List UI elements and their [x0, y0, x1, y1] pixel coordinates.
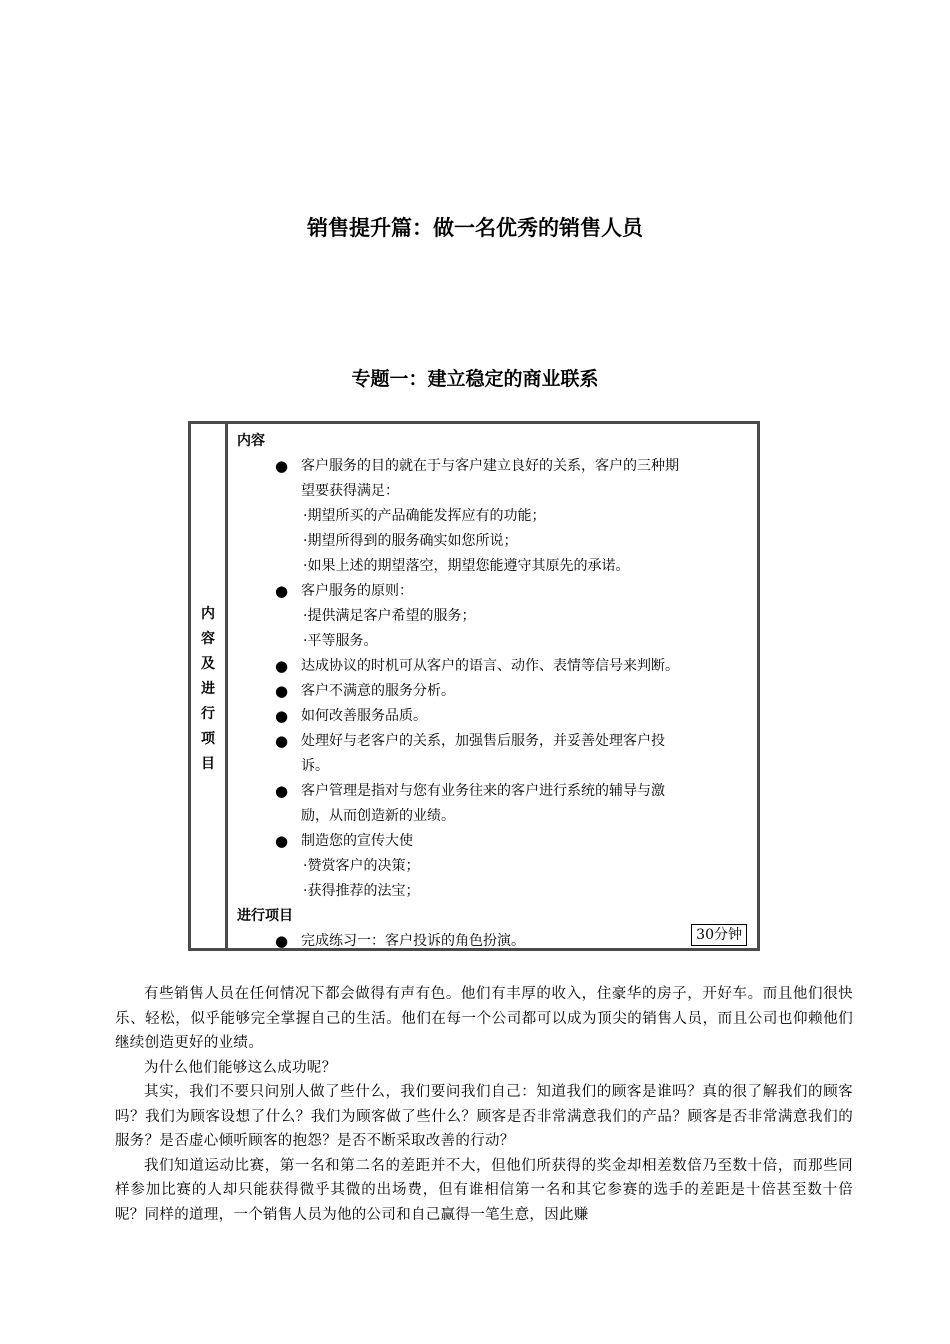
bullet-line: 客户不满意的服务分析。	[301, 683, 455, 699]
side-label-char: 目	[201, 756, 215, 772]
bullet-icon: ●	[275, 932, 289, 950]
project-item-text: 完成练习一：客户投诉的角色扮演。	[301, 933, 525, 949]
side-label-char: 项	[201, 731, 215, 747]
bullet-line: 诉。	[301, 758, 329, 774]
bullet-item	[237, 829, 757, 854]
bullet-line: 望要获得满足：	[301, 483, 399, 499]
paragraph: 为什么他们能够这么成功呢？	[144, 1059, 337, 1076]
section-title: 专题一：建立稳定的商业联系	[351, 368, 599, 390]
sub-item: ·期望所买的产品确能发挥应有的功能；	[303, 508, 546, 524]
side-label-char: 及	[201, 656, 215, 672]
bullet-icon: ●	[275, 832, 289, 850]
content-heading: 内容	[237, 433, 265, 449]
side-label-char: 行	[201, 706, 215, 722]
sub-item: ·赞赏客户的决策；	[303, 858, 420, 874]
project-heading: 进行项目	[237, 908, 293, 924]
bullet-icon: ●	[275, 582, 289, 600]
bullet-icon: ●	[275, 707, 289, 725]
bullet-item	[237, 729, 757, 779]
project-item	[237, 929, 757, 954]
bullet-item	[237, 679, 757, 704]
paragraph: 其实，我们不要只问别人做了些什么，我们要问我们自己：知道我们的顾客是谁吗？真的很了解我们的顾客吗？我们为顾客设想了什么？我们为顾客做了些什么？顾客是否非常满意我们的产品？顾客是否非常满意我们的服务？是否虚心倾听顾客的抱怨？是否不断采取改善的行动？	[115, 1084, 853, 1149]
bullet-line: 励，从而创造新的业绩。	[301, 808, 455, 824]
bullet-item	[237, 454, 757, 504]
side-label-char: 容	[201, 631, 215, 647]
bullet-line: 处理好与老客户的关系，加强售后服务，并妥善处理客户投	[301, 733, 665, 749]
topic-outline-box	[188, 421, 760, 951]
side-label-char: 进	[201, 681, 215, 697]
bullet-item	[237, 779, 757, 829]
sub-item: ·提供满足客户希望的服务；	[303, 608, 476, 624]
bullet-line: 客户服务的目的就在于与客户建立良好的关系，客户的三种期	[301, 458, 679, 474]
side-label-char: 内	[201, 606, 215, 622]
paragraph: 我们知道运动比赛，第一名和第二名的差距并不大，但他们所获得的奖金却相差数倍乃至数十倍，而那些同样参加比赛的人却只能获得微乎其微的出场费，但有谁相信第一名和其它参赛的选手的差距是十倍甚至数十倍呢？同样的道理，一个销售人员为他的公司和自己赢得一笔生意，因此赚	[115, 1157, 853, 1223]
bullet-icon: ●	[275, 657, 289, 675]
paragraph: 有些销售人员在任何情况下都会做得有声有色。他们有丰厚的收入，住豪华的房子，开好车。而且他们很快乐、轻松，似乎能够完全掌握自己的生活。他们在每一个公司都可以成为顶尖的销售人员，而且公司也仰赖他们继续创造更好的业绩。	[115, 986, 853, 1051]
bullet-line: 客户服务的原则：	[301, 583, 413, 599]
duration-badge: 30分钟	[691, 924, 747, 946]
bullet-icon: ●	[275, 732, 289, 750]
sub-item: ·获得推荐的法宝；	[303, 883, 420, 899]
bullet-icon: ●	[275, 682, 289, 700]
body-text	[115, 982, 853, 1227]
bullet-line: 制造您的宣传大使	[301, 833, 413, 849]
bullet-icon: ●	[275, 782, 289, 800]
bullet-item	[237, 579, 757, 604]
bullet-icon: ●	[275, 457, 289, 475]
sub-item: ·如果上述的期望落空，期望您能遵守其原先的承诺。	[303, 558, 630, 574]
bullet-line: 客户管理是指对与您有业务往来的客户进行系统的辅导与激	[301, 783, 665, 799]
side-label-column	[191, 424, 228, 948]
page-title: 销售提升篇：做一名优秀的销售人员	[307, 216, 643, 240]
sub-item: ·期望所得到的服务确实如您所说；	[303, 533, 518, 549]
side-label	[191, 602, 225, 777]
bullet-item	[237, 704, 757, 729]
bullet-item	[237, 654, 757, 679]
bullet-line: 如何改善服务品质。	[301, 708, 427, 724]
sub-item: ·平等服务。	[303, 633, 378, 649]
outline-content	[237, 429, 757, 954]
bullet-line: 达成协议的时机可从客户的语言、动作、表情等信号来判断。	[301, 658, 679, 674]
